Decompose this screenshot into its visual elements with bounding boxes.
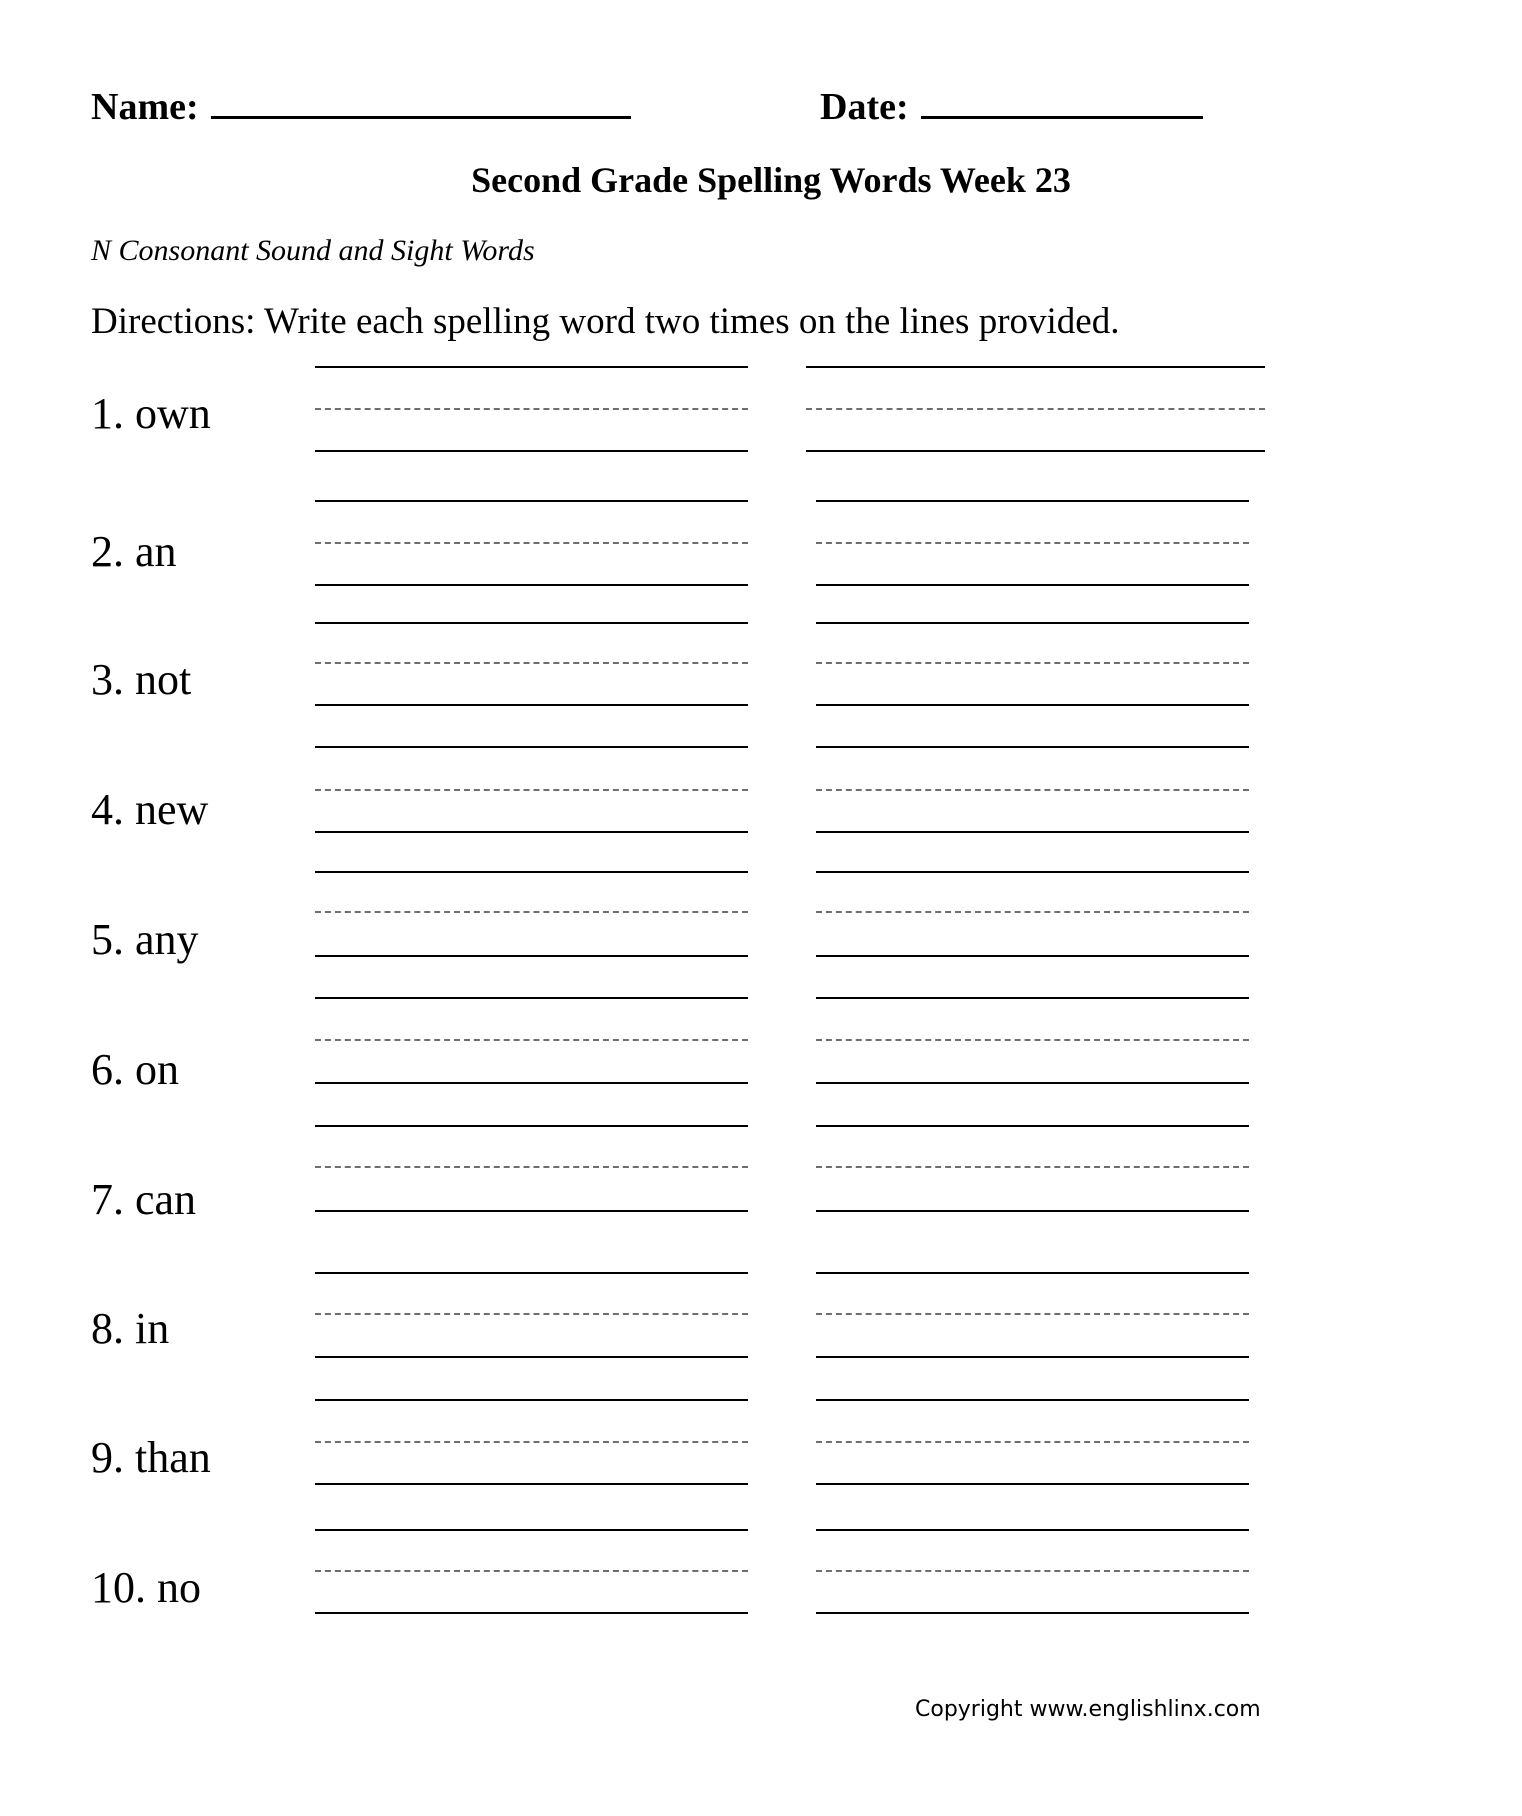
dashed-guide-line: [315, 408, 748, 410]
writing-line: [816, 1483, 1249, 1485]
date-blank-line[interactable]: [921, 82, 1203, 119]
writing-line: [816, 871, 1249, 873]
writing-line: [315, 366, 748, 368]
spelling-word-label: 3. not: [91, 655, 192, 704]
spelling-word-label: 7. can: [91, 1175, 197, 1224]
writing-line: [315, 1125, 748, 1127]
writing-line: [315, 746, 748, 748]
date-field: [820, 82, 1203, 130]
writing-line: [816, 955, 1249, 957]
worksheet-title: Second Grade Spelling Words Week 23: [471, 160, 1071, 200]
spelling-word-label: 1. own: [91, 389, 211, 438]
dashed-guide-line: [315, 1166, 748, 1168]
writing-line: [315, 1082, 748, 1084]
writing-line: [315, 1529, 748, 1531]
dashed-guide-line: [816, 1166, 1249, 1168]
writing-line: [315, 1210, 748, 1212]
dashed-guide-line: [315, 911, 748, 913]
writing-line: [315, 1399, 748, 1401]
writing-line: [816, 746, 1249, 748]
writing-line: [816, 1082, 1249, 1084]
dashed-guide-line: [315, 1039, 748, 1041]
dashed-guide-line: [315, 1570, 748, 1572]
name-blank-line[interactable]: [211, 82, 631, 119]
writing-line: [816, 500, 1249, 502]
spelling-word-label: 10. no: [91, 1563, 201, 1612]
writing-line: [816, 831, 1249, 833]
writing-line: [816, 584, 1249, 586]
name-field: [91, 82, 631, 130]
writing-line: [806, 366, 1265, 368]
writing-line: [816, 1529, 1249, 1531]
writing-line: [315, 1612, 748, 1614]
writing-line: [816, 1612, 1249, 1614]
spelling-word-label: 8. in: [91, 1304, 170, 1353]
dashed-guide-line: [315, 789, 748, 791]
dashed-guide-line: [816, 1039, 1249, 1041]
writing-line: [315, 622, 748, 624]
writing-line: [315, 584, 748, 586]
dashed-guide-line: [816, 662, 1249, 664]
dashed-guide-line: [315, 1313, 748, 1315]
writing-line: [806, 450, 1265, 452]
writing-line: [816, 1399, 1249, 1401]
writing-line: [315, 831, 748, 833]
spelling-word-label: 9. than: [91, 1433, 211, 1482]
dashed-guide-line: [806, 408, 1265, 410]
writing-line: [816, 1125, 1249, 1127]
writing-line: [816, 1210, 1249, 1212]
spelling-word-label: 4. new: [91, 785, 209, 834]
writing-line: [315, 1483, 748, 1485]
writing-line: [315, 997, 748, 999]
name-label: Name:: [91, 86, 199, 128]
spelling-word-label: 2. an: [91, 527, 177, 576]
dashed-guide-line: [816, 1570, 1249, 1572]
copyright-text: Copyright www.englishlinx.com: [915, 1697, 1261, 1722]
dashed-guide-line: [315, 1441, 748, 1443]
writing-line: [315, 1272, 748, 1274]
writing-line: [315, 871, 748, 873]
dashed-guide-line: [315, 542, 748, 544]
writing-line: [816, 997, 1249, 999]
spelling-word-label: 6. on: [91, 1045, 179, 1094]
writing-line: [315, 955, 748, 957]
writing-line: [315, 450, 748, 452]
writing-line: [315, 704, 748, 706]
dashed-guide-line: [816, 789, 1249, 791]
directions-text: Directions: Write each spelling word two times on the lines provided.: [91, 301, 1120, 342]
dashed-guide-line: [315, 662, 748, 664]
writing-line: [315, 500, 748, 502]
writing-line: [816, 704, 1249, 706]
writing-line: [816, 622, 1249, 624]
dashed-guide-line: [816, 911, 1249, 913]
dashed-guide-line: [816, 542, 1249, 544]
writing-line: [816, 1272, 1249, 1274]
date-label: Date:: [820, 86, 909, 128]
dashed-guide-line: [816, 1441, 1249, 1443]
worksheet-subtitle: N Consonant Sound and Sight Words: [91, 234, 535, 267]
writing-line: [816, 1356, 1249, 1358]
dashed-guide-line: [816, 1313, 1249, 1315]
writing-line: [315, 1356, 748, 1358]
spelling-word-label: 5. any: [91, 915, 199, 964]
